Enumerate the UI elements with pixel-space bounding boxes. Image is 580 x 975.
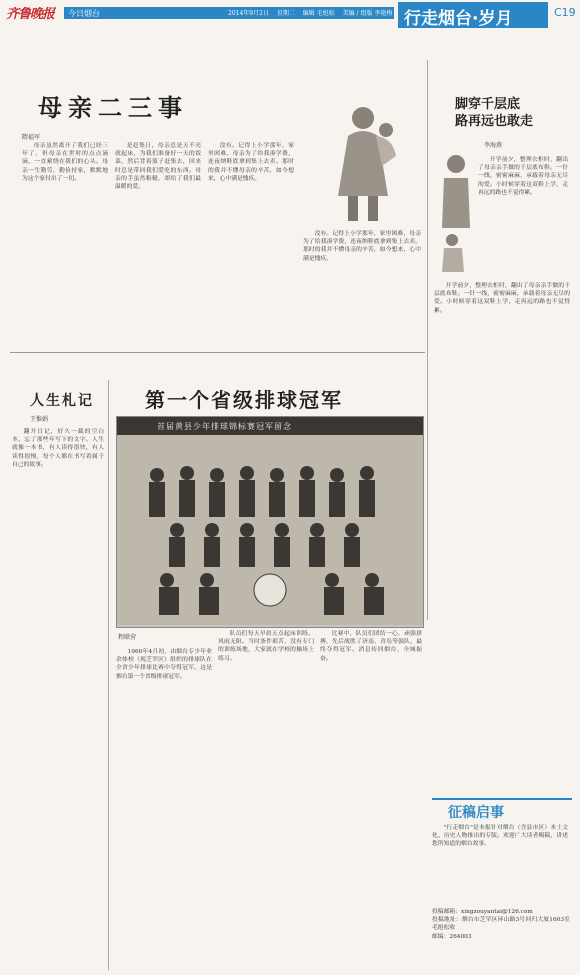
team-photo-figures	[117, 435, 423, 625]
article-mother-col2: 是赶集日，母亲总是天不亮就起床，为我们准备好一天的饭菜，然后背着篮子赶集去，回来时总是带回我们爱吃的东西。母亲的手虽然粗糙，却给了我们最温暖的爱。	[115, 143, 201, 191]
column-divider	[427, 60, 428, 620]
page-number: C19	[554, 6, 576, 19]
article-volleyball-col3: 比赛中，队员们团结一心，顽强拼搏，先后战胜了济南、青岛等强队，最终夺得冠军。消息传回烟台，全城振奋。	[320, 631, 422, 662]
section-title: 行走烟台·岁月	[404, 9, 513, 29]
article-shoes-body: 开学前夕，整理衣柜时，翻出了母亲亲手做的千层底布鞋。一针一线，密密麻麻，承载着母亲无尽的爱。小时候穿着这双鞋上学，走再远的路也不觉得累。	[434, 283, 570, 314]
byline-volleyball: 程联营	[118, 634, 137, 641]
page-header	[0, 0, 580, 29]
newspaper-logo: 齐鲁晚报	[6, 7, 55, 22]
article-title-volleyball: 第一个省级排球冠军	[145, 388, 343, 412]
article-title-notes: 人生札记	[30, 393, 94, 409]
art-credit: 美编 / 组版 李艳梅	[342, 10, 393, 17]
submission-zip: 264003	[449, 933, 472, 940]
byline-shoes: 李海燕	[484, 142, 503, 149]
weekday: 星期二	[276, 10, 295, 17]
editor-credit: 编辑 毛旭松	[302, 10, 335, 17]
byline-mother: 隋福军	[22, 134, 41, 141]
article-volleyball-col1: 1960年4月初，由烟台专少年业余体校（现芝罘区）组织的排球队在全省少年排球比赛中夺得冠军，这是烟台第一个省级排球冠军。	[116, 649, 212, 680]
article-volleyball-col2: 队员们每天早晨五点起床训练，风雨无阻。当时条件艰苦，没有专门的训练场地，大家就在学校的操场上练习。	[218, 631, 314, 662]
article-mother-col1: 母亲虽然离开了我们已经三年了，但母亲在世时的点点滴滴，一直萦绕在我们的心头。母亲一生勤劳，勤俭持家，默默地为这个家付出了一切。	[22, 143, 108, 182]
section-rule	[10, 352, 425, 353]
callout-contact: 投稿邮箱：xingzouyantai@126.com 投稿地址：烟台市芝罘区环山路3号回归大厦1603室 毛旭松收 邮编：264003	[432, 909, 570, 940]
article-title-mother: 母亲二三事	[38, 94, 188, 122]
edition-label: 今日烟台	[68, 9, 100, 18]
article-mother-col4: 没有。记得上小学那年，家里困难，母亲为了给我凑学费，连夜纳鞋底拿到集上去卖。那时的我并不懂母亲的辛苦，如今想来，心中满是愧疚。	[303, 231, 421, 262]
team-photo	[116, 416, 424, 628]
article-mother-col3: 没有。记得上小学那年，家里困难，母亲为了给我凑学费，连夜纳鞋底拿到集上去卖。那时的我并不懂母亲的辛苦，如今想来，心中满是愧疚。	[208, 143, 294, 182]
article-shoes-intro: 开学前夕，整理衣柜时，翻出了母亲亲手做的千层底布鞋。一针一线，密密麻麻，承载着母亲无尽的爱。小时候穿着这双鞋上学，走再远的路也不觉得累。	[478, 157, 568, 196]
header-info	[228, 8, 398, 17]
mother-child-illustration	[318, 96, 418, 226]
byline-notes: 王惟娟	[30, 416, 49, 423]
submission-email[interactable]: xingzouyantai@126.com	[461, 909, 533, 915]
article-notes-body: 翻开日记，好久一截的空白本，忘了那些年写下的文字。人生就像一本书，有人读得很快，有人读得很慢，每个人都在书写着属于自己的故事。	[12, 429, 104, 468]
mother-child-shoe-illustration	[434, 148, 478, 278]
call-for-submissions	[432, 798, 572, 968]
article-title-shoes: 脚穿千层底 路再远也敢走	[455, 97, 534, 129]
column-divider-left	[108, 380, 109, 970]
submission-address: 烟台市芝罘区环山路3号回归大厦1603室 毛旭松收	[432, 917, 570, 932]
photo-banner-text: 首届黄县少年排球锦标赛冠军留念	[157, 422, 292, 431]
issue-date: 2014年9月2日	[228, 10, 269, 17]
callout-title: 征稿启事	[448, 805, 504, 821]
callout-body: "行走烟台"是本报针对烟台（含县市区）本土文化、历史人物推出的专版。欢迎广大读者赐稿，讲述您所知道的烟台故事。	[432, 825, 568, 848]
